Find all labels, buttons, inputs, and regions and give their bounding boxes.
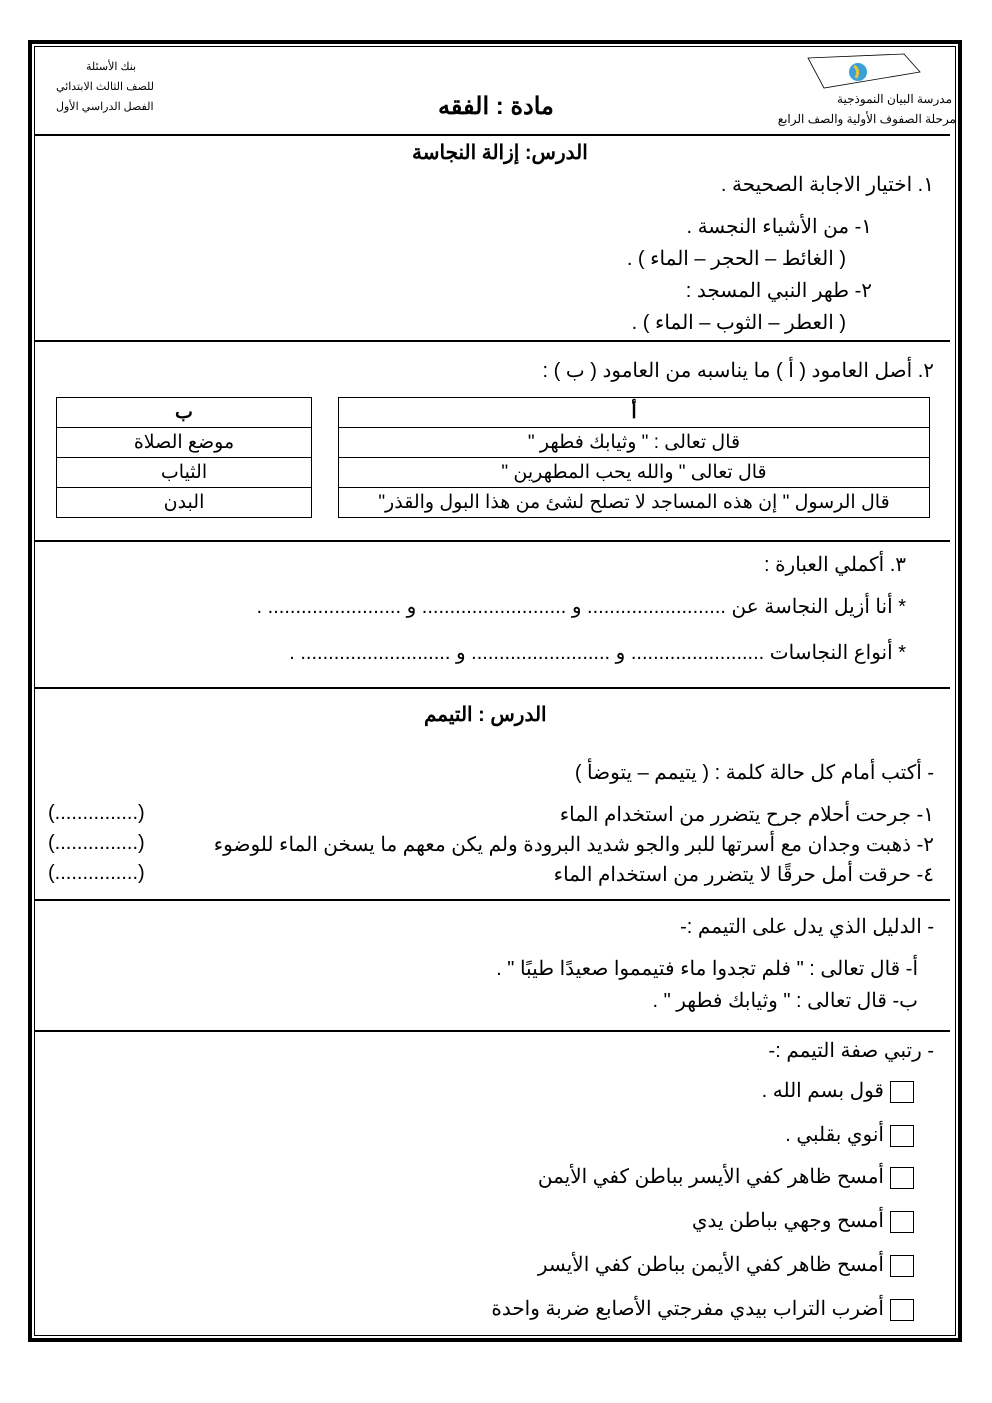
case-3: ٤- حرقت أمل حرقًا لا يتضرر من استخدام الماء	[553, 864, 934, 886]
q1-item2-options: ( العطر – الثوب – الماء ) .	[631, 312, 846, 334]
school-stage: مرحلة الصفوف الأولية والصف الرابع	[777, 112, 956, 126]
order-step	[538, 1164, 914, 1189]
case-1: ١- جرحت أحلام جرح يتضرر من استخدام الماء	[559, 804, 934, 826]
column-a-table	[338, 397, 930, 518]
lesson1-title: الدرس: إزالة النجاسة	[412, 142, 588, 164]
step-text: أضرب التراب بيدي مفرجتي الأصابع ضربة واحدة	[491, 1298, 884, 1320]
q1-item1-stem: ١- من الأشياء النجسة .	[686, 216, 872, 238]
school-name: مدرسة البيان النموذجية	[837, 92, 952, 106]
bank-line-2: للصف الثالث الابتدائي	[56, 81, 155, 93]
col-a-cell: قال تعالى : " وثيابك فطهر "	[339, 428, 930, 458]
bank-line-1: بنك الأسئلة	[86, 61, 137, 73]
order-checkbox[interactable]	[890, 1167, 914, 1189]
divider	[34, 134, 950, 136]
col-b-cell: موضع الصلاة	[57, 428, 312, 458]
divider	[34, 340, 950, 342]
order-checkbox[interactable]	[890, 1299, 914, 1321]
answer-blank[interactable]: (...............)	[48, 862, 145, 884]
order-step	[692, 1208, 914, 1233]
order-step	[785, 1122, 914, 1147]
subject-title: مادة : الفقه	[438, 93, 554, 120]
divider	[34, 899, 950, 901]
q3-item1: * أنا أزيل النجاسة عن ......................... و .......................... و ........................ .	[256, 596, 906, 618]
order-heading: - رتبي صفة التيمم :-	[768, 1040, 934, 1062]
q1-item1-options: ( الغائط – الحجر – الماء ) .	[626, 248, 846, 270]
col-a-cell: قال الرسول " إن هذه المساجد لا تصلح لشئ من هذا البول والقذر"	[339, 488, 930, 518]
evidence-heading: - الدليل الذي يدل على التيمم :-	[680, 916, 934, 938]
divider	[34, 687, 950, 689]
case-2: ٢- ذهبت وجدان مع أسرتها للبر والجو شديد البرودة ولم يكن معهم ما يسخن الماء للوضوء	[213, 834, 934, 856]
order-step	[762, 1078, 914, 1103]
school-logo	[804, 52, 924, 90]
column-b-table	[56, 397, 312, 518]
step-text: قول بسم الله .	[761, 1080, 884, 1102]
col-a-header: أ	[339, 398, 930, 428]
order-step	[491, 1296, 914, 1321]
q1-item2-stem: ٢- طهر النبي المسجد :	[685, 280, 872, 302]
divider	[34, 1030, 950, 1032]
order-checkbox[interactable]	[890, 1255, 914, 1277]
divider	[34, 540, 950, 542]
answer-blank[interactable]: (...............)	[48, 832, 145, 854]
tayammum-instruction: - أكتب أمام كل حالة كلمة : ( يتيمم – يتوضأ )	[574, 762, 934, 784]
answer-blank[interactable]: (...............)	[48, 802, 145, 824]
lesson2-title: الدرس : التيمم	[424, 704, 547, 726]
col-a-cell: قال تعالى " والله يحب المطهرين "	[339, 458, 930, 488]
order-checkbox[interactable]	[890, 1081, 914, 1103]
evidence-a: أ- قال تعالى : " فلم تجدوا ماء فتيمموا صعيدًا طيبًا " .	[496, 958, 918, 980]
q1-heading: ١. اختيار الاجابة الصحيحة .	[720, 174, 934, 196]
col-b-cell: البدن	[57, 488, 312, 518]
step-text: أمسح ظاهر كفي الأيسر بباطن كفي الأيمن	[537, 1166, 884, 1188]
col-b-header: ب	[57, 398, 312, 428]
col-b-cell: الثياب	[57, 458, 312, 488]
order-checkbox[interactable]	[890, 1125, 914, 1147]
q3-heading: ٣. أكملي العبارة :	[763, 554, 906, 576]
step-text: أمسح وجهي بباطن يدي	[691, 1210, 884, 1232]
order-checkbox[interactable]	[890, 1211, 914, 1233]
q2-heading: ٢. أصل العامود ( أ ) ما يناسبه من العامود ( ب ) :	[542, 360, 934, 382]
evidence-b: ب- قال تعالى : " وثيابك فطهر " .	[652, 990, 918, 1012]
q3-item2: * أنواع النجاسات ........................ و ......................... و ........................... .	[289, 642, 906, 664]
step-text: أنوي بقلبي .	[785, 1124, 884, 1146]
order-step	[538, 1252, 914, 1277]
bank-line-3: الفصل الدراسي الأول	[56, 101, 154, 113]
step-text: أمسح ظاهر كفي الأيمن بباطن كفي الأيسر	[537, 1254, 884, 1276]
